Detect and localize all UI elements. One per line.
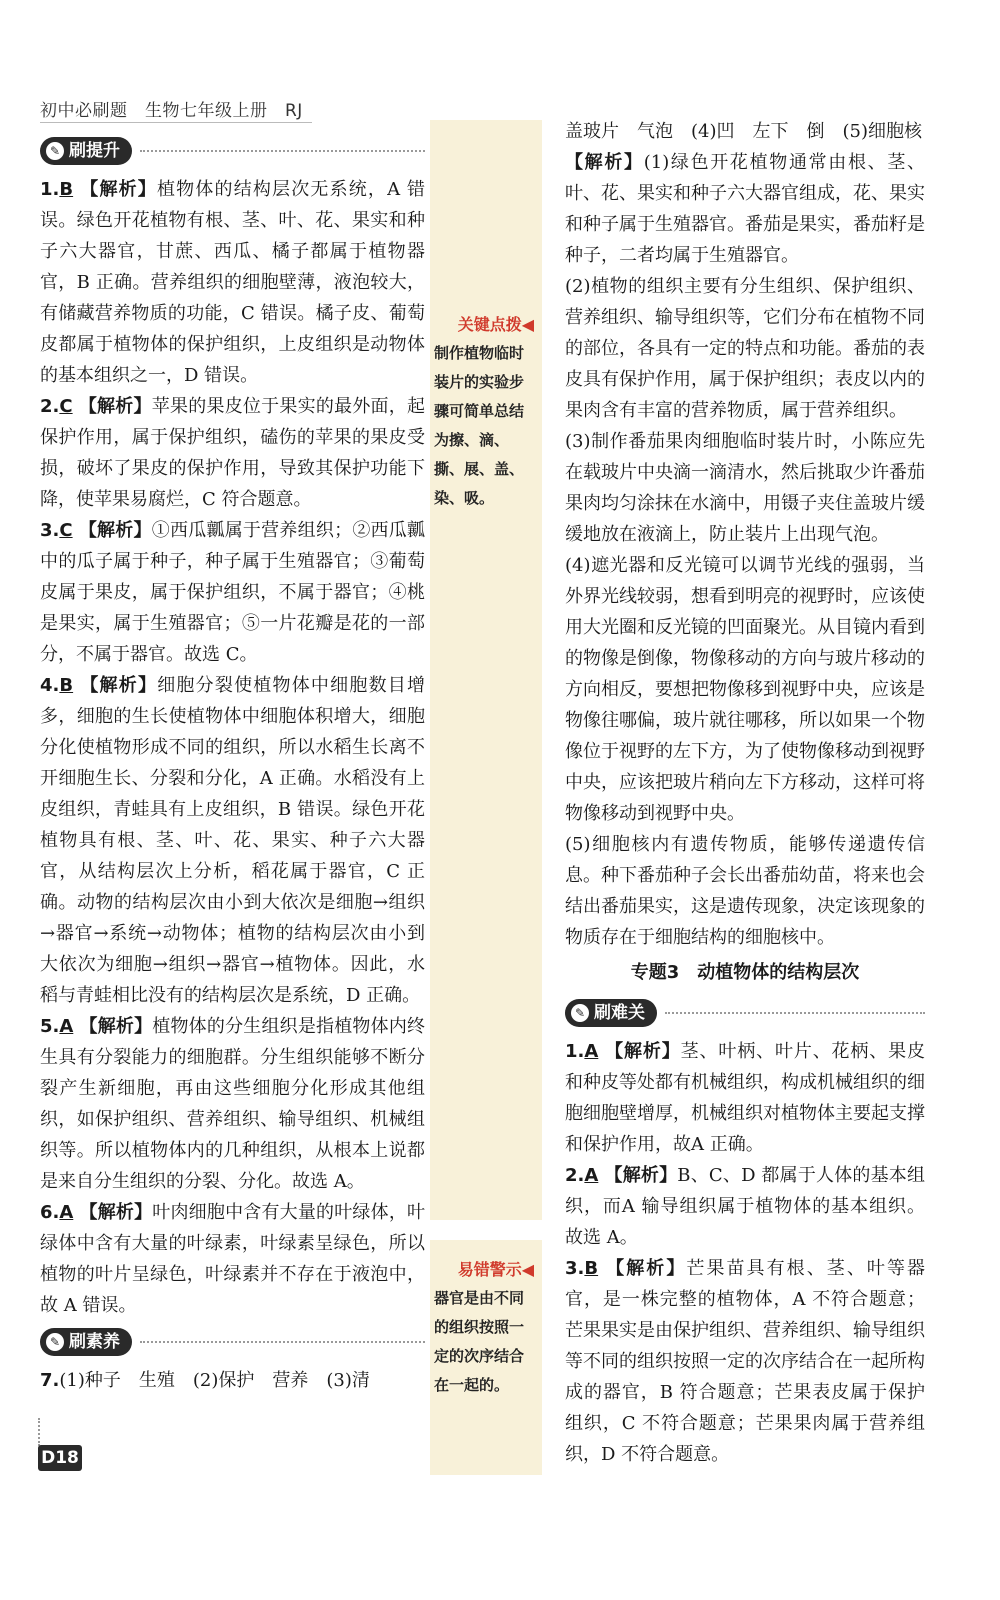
answer-item: 2.A 【解析】B、C、D 都属于人体的基本组织，而A 输导组织属于植物体的基本组织。故选 A。 (565, 1165, 925, 1248)
analysis-paragraph: (4)遮光器和反光镜可以调节光线的强弱，当外界光线较弱，想看到明亮的视野时，应该使用大光圈和反光镜的凹面聚光。从目镜内看到的物像是倒像，物像移动的方向与玻片移动的方向相反，要想把物像移到视野中央，应该是物像往哪偏，玻片就往哪移，所以如果一个物像位于视野的左下方，为了使物像移动到视野中央，应该把玻片稍向左下方移动，这样可将物像移动到视野中央。 (565, 555, 925, 824)
note-title: 关键点拨◀ (457, 315, 534, 334)
answer-item: 3.B 【解析】芒果苗具有根、茎、叶等器官，是一株完整的植物体，A 不符合题意；芒果果实是由保护组织、营养组织、输导组织等不同的组织按照一定的次序结合在一起所构成的器官，B 符合题意；芒果表皮属于保护组织，C 不符合题意；芒果果肉属于营养组织，D 不符合题意。 (565, 1258, 926, 1465)
analysis-paragraph: 【解析】(1)绿色开花植物通常由根、茎、叶、花、果实和种子六大器官组成，花、果实和种子属于生殖器官。番茄是果实，番茄籽是种子，二者均属于生殖器官。 (565, 152, 926, 266)
margin-note-error-warning (434, 1255, 538, 1400)
note-title: 易错警示◀ (457, 1260, 534, 1279)
note-text: 制作植物临时装片的实验步骤可简单总结为擦、滴、撕、展、盖、染、吸。 (434, 344, 525, 507)
answer-item: 5.A 【解析】植物体的分生组织是指植物体内终生具有分裂能力的细胞群。分生组织能够不断分裂产生新细胞，再由这些细胞分化形成其他组织，如保护组织、营养组织、输导组织、机械组织等。所以植物体内的几种组织，从根本上说都是来自分生组织的分裂、分化。故选 A。 (40, 1016, 426, 1192)
answer-item: 3.C 【解析】①西瓜瓤属于营养组织；②西瓜瓤中的瓜子属于种子，种子属于生殖器官；③葡萄皮属于果皮，属于保护组织，不属于器官；④桃是果实，属于生殖器官；⑤一片花瓣是花的一部分，不属于器官。故选 C。 (40, 520, 426, 665)
answer-item: 1.A 【解析】茎、叶柄、叶片、花柄、果皮和种皮等处都有机械组织，构成机械组织的细胞细胞壁增厚，机械组织对植物体主要起支撑和保护作用，故A 正确。 (565, 1041, 926, 1155)
analysis-paragraph: (2)植物的组织主要有分生组织、保护组织、营养组织、输导组织等，它们分布在植物不同的部位，各具有一定的特点和功能。番茄的表皮具有保护作用，属于保护组织；表皮以内的果肉含有丰富的营养物质，属于营养组织。 (565, 276, 925, 421)
answer-item: 2.C 【解析】苹果的果皮位于果实的最外面，起保护作用，属于保护组织，磕伤的苹果的果皮受损，破坏了果皮的保护作用，导致其保护功能下降，使苹果易腐烂，C 符合题意。 (40, 396, 426, 510)
right-column (565, 116, 925, 1470)
brush-icon: ✎ (46, 1333, 64, 1351)
topic-heading: 专题3 动植物体的结构层次 (630, 962, 860, 983)
margin-note-band (430, 120, 542, 1220)
section-header-difficult: ✎ 刷难关 (565, 994, 925, 1032)
brush-icon: ✎ (571, 1004, 589, 1022)
margin-note-key-tip (434, 310, 538, 513)
header-divider (40, 122, 312, 123)
analysis-paragraph: (5)细胞核内有遗传物质，能够传递遗传信息。种下番茄种子会长出番茄幼苗，将来也会结出番茄果实，这是遗传现象，决定该现象的物质存在于细胞结构的细胞核中。 (565, 834, 925, 948)
section-header-improve: ✎ 刷提升 (40, 132, 425, 170)
answer-continuation: 盖玻片 气泡 (4)凹 左下 倒 (5)细胞核 (565, 121, 922, 142)
analysis-paragraph: (3)制作番茄果肉细胞临时装片时，小陈应先在载玻片中央滴一滴清水，然后挑取少许番茄果肉均匀涂抹在水滴中，用镊子夹住盖玻片缓缓地放在液滴上，防止装片上出现气泡。 (565, 431, 925, 545)
section-header-literacy: ✎ 刷素养 (40, 1323, 425, 1361)
answer-item: 6.A 【解析】叶肉细胞中含有大量的叶绿体，叶绿体中含有大量的叶绿素，叶绿素呈绿色，所以植物的叶片呈绿色，叶绿素并不存在于液泡中，故 A 错误。 (40, 1202, 426, 1316)
page-frame-mark (38, 1418, 42, 1446)
note-text: 器官是由不同的组织按照一定的次序结合在一起的。 (434, 1289, 525, 1394)
answer-item: 1.B 【解析】植物体的结构层次无系统，A 错误。绿色开花植物有根、茎、叶、花、果实和种子六大器官，甘蔗、西瓜、橘子都属于植物器官，B 正确。营养组织的细胞壁薄，液泡较大，有储藏营养物质的功能，C 错误。橘子皮、葡萄皮都属于植物体的保护组织，上皮组织是动物体的基本组织之一，D 错误。 (40, 179, 425, 386)
brush-icon: ✎ (46, 142, 64, 160)
left-column (40, 130, 425, 1396)
page-number: D18 (38, 1445, 82, 1471)
running-header: 初中必刷题 生物七年级上册 RJ (40, 101, 303, 121)
answer-item: 7.(1)种子 生殖 (2)保护 营养 (3)清 (40, 1370, 370, 1391)
answer-item: 4.B 【解析】细胞分裂使植物体中细胞数目增多，细胞的生长使植物体中细胞体积增大，细胞分化使植物形成不同的组织，所以水稻生长离不开细胞生长、分裂和分化，A 正确。水稻没有上皮组织，青蛙具有上皮组织，B 错误。绿色开花植物具有根、茎、叶、花、果实、种子六大器官，从结构层次上分析，稻花属于器官，C 正确。动物的结构层次由小到大依次是细胞→组织→器官→系统→动物体；植物的结构层次由小到大依次为细胞→组织→器官→植物体。因此，水稻与青蛙相比没有的结构层次是系统，D 正确。 (40, 675, 426, 1006)
